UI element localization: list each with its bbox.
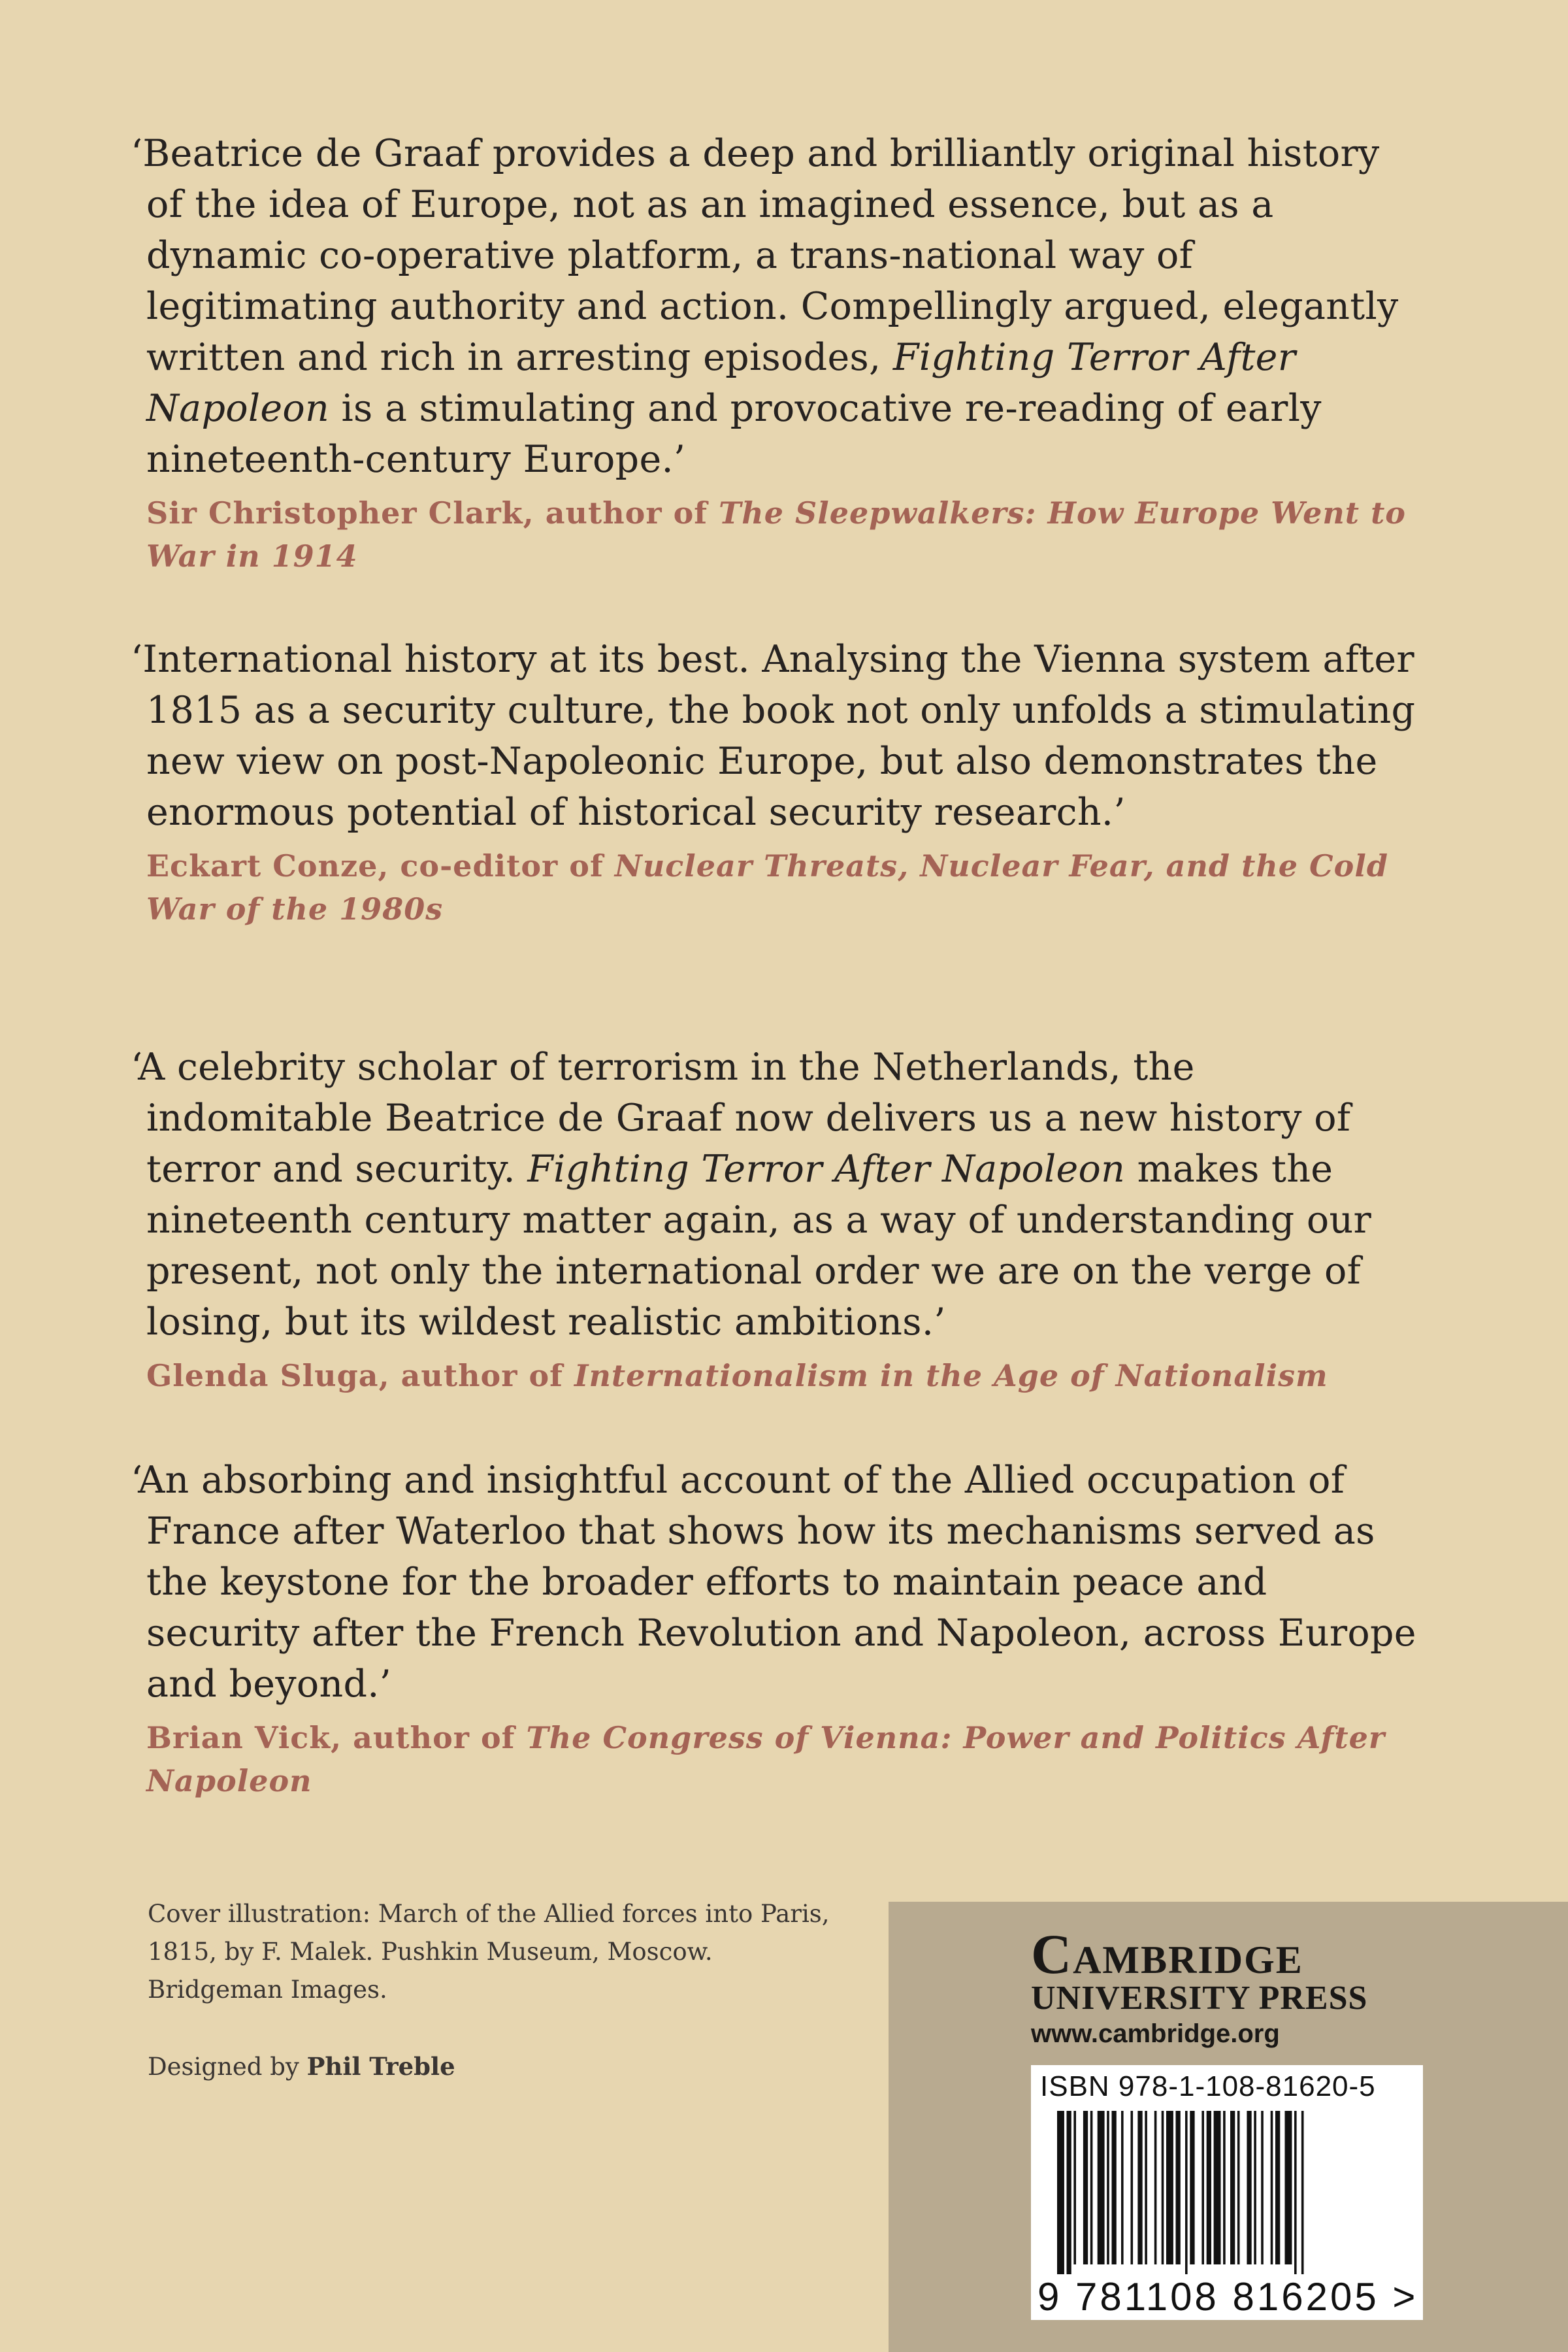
- publisher-panel: [889, 1902, 1568, 2352]
- endorsement-quote: ‘Beatrice de Graaf provides a deep and brilliantly original history of the idea of Europe, not as an imagined essence, but as a dynamic co-operative platform, a trans-national way of legitimating authority and action. Compellingly argued, elegantly written and rich in arresting episodes, Fighting Terror After Napoleon is a stimulating and provocative re-reading of early nineteenth-century Europe.’: [131, 132, 1399, 481]
- book-title: Fighting Terror After Napoleon: [527, 1148, 1126, 1191]
- barcode-digits: 9 781108 816205 >: [1037, 2275, 1418, 2319]
- barcode-bar: [1214, 2111, 1221, 2264]
- barcode-bar: [1154, 2111, 1157, 2264]
- endorsement-attribution: Sir Christopher Clark, author of The Sleepwalkers: How Europe Went to War in 1914: [146, 495, 1406, 574]
- publisher-press: UNIVERSITY PRESS: [1031, 1979, 1368, 2017]
- cited-work: Internationalism in the Age of Nationalism: [574, 1358, 1328, 1393]
- isbn-label: ISBN 978-1-108-81620-5: [1040, 2070, 1376, 2102]
- barcode-bar: [1083, 2111, 1088, 2264]
- endorsement-quote: ‘International history at its best. Analysing the Vienna system after 1815 as a security culture, the book not only unfolds a stimulating new view on post-Napoleonic Europe, but also demonstrates the enormous potential of historical security research.’: [131, 638, 1416, 834]
- barcode-bar: [1230, 2111, 1235, 2264]
- barcode-bar: [1073, 2111, 1076, 2264]
- barcode-icon: [1044, 2111, 1410, 2274]
- cover-illustration-credit: Cover illustration: March of the Allied forces into Paris, 1815, by F. Malek. Pushkin Museum, Moscow. Bridgeman Images.: [148, 1900, 830, 2004]
- barcode-bar: [1112, 2111, 1117, 2264]
- barcode-bar: [1247, 2111, 1251, 2264]
- endorsement-4: [131, 1455, 1424, 1802]
- barcode-bar: [1107, 2111, 1109, 2264]
- designer-name: Phil Treble: [306, 2052, 455, 2081]
- cited-work: The Congress of Vienna: Power and Politics After Napoleon: [146, 1720, 1386, 1798]
- barcode-bar: [1190, 2111, 1194, 2264]
- barcode-bar: [1271, 2111, 1273, 2264]
- endorsement-quote: ‘An absorbing and insightful account of the Allied occupation of France after Waterloo that shows how its mechanisms served as the keystone for the broader efforts to maintain peace and security after the French Revolution and Napoleon, across Europe and beyond.’: [131, 1459, 1416, 1706]
- barcode-bar: [1098, 2111, 1105, 2264]
- barcode-bar: [1207, 2111, 1211, 2264]
- publisher-url: www.cambridge.org: [1031, 2019, 1280, 2048]
- isbn-barcode: [1031, 2065, 1423, 2320]
- barcode-bar: [1137, 2111, 1142, 2264]
- endorsement-attribution: Glenda Sluga, author of Internationalism in the Age of Nationalism: [146, 1358, 1328, 1393]
- barcode-bar: [1057, 2111, 1064, 2274]
- barcode-bar: [1166, 2111, 1173, 2264]
- publisher-name: Cambridge: [1031, 1923, 1303, 1985]
- cited-work: Nuclear Threats, Nuclear Fear, and the Cold War of the 1980s: [146, 848, 1388, 927]
- endorsement-1: [131, 128, 1424, 578]
- barcode-bar: [1185, 2111, 1188, 2274]
- barcode-bar: [1237, 2111, 1240, 2264]
- barcode-bar: [1261, 2111, 1264, 2264]
- barcode-bar: [1176, 2111, 1181, 2264]
- barcode-bar: [1162, 2111, 1164, 2264]
- barcode-bar: [1223, 2111, 1226, 2264]
- barcode-bar: [1275, 2111, 1280, 2264]
- endorsement-attribution: Eckart Conze, co-editor of Nuclear Threats, Nuclear Fear, and the Cold War of the 1980s: [146, 848, 1388, 927]
- barcode-bar: [1301, 2111, 1304, 2274]
- endorsement-attribution: Brian Vick, author of The Congress of Vienna: Power and Politics After Napoleon: [146, 1720, 1386, 1798]
- barcode-bar: [1254, 2111, 1256, 2264]
- barcode-bar: [1131, 2111, 1134, 2264]
- barcode-bar: [1067, 2111, 1071, 2274]
- endorsement-2: [131, 634, 1424, 931]
- book-title: Fighting Terror After Napoleon: [146, 336, 1296, 430]
- barcode-bar: [1121, 2111, 1124, 2264]
- barcode-bar: [1145, 2111, 1147, 2264]
- barcode-bar: [1201, 2111, 1204, 2264]
- endorsement-quote: ‘A celebrity scholar of terrorism in the Netherlands, the indomitable Beatrice de Graaf now delivers us a new history of terror and security. Fighting Terror After Napoleon makes the nineteenth century matter again, as a way of understanding our present, not only the international order we are on the verge of losing, but its wildest realistic ambitions.’: [131, 1046, 1372, 1344]
- designer-credit: Designed by Phil Treble: [148, 2052, 455, 2081]
- barcode-bar: [1285, 2111, 1292, 2264]
- cited-work: The Sleepwalkers: How Europe Went to War in 1914: [146, 495, 1406, 574]
- barcode-bar: [1090, 2111, 1093, 2264]
- barcode-bar: [1294, 2111, 1297, 2274]
- endorsement-3: [131, 1042, 1424, 1397]
